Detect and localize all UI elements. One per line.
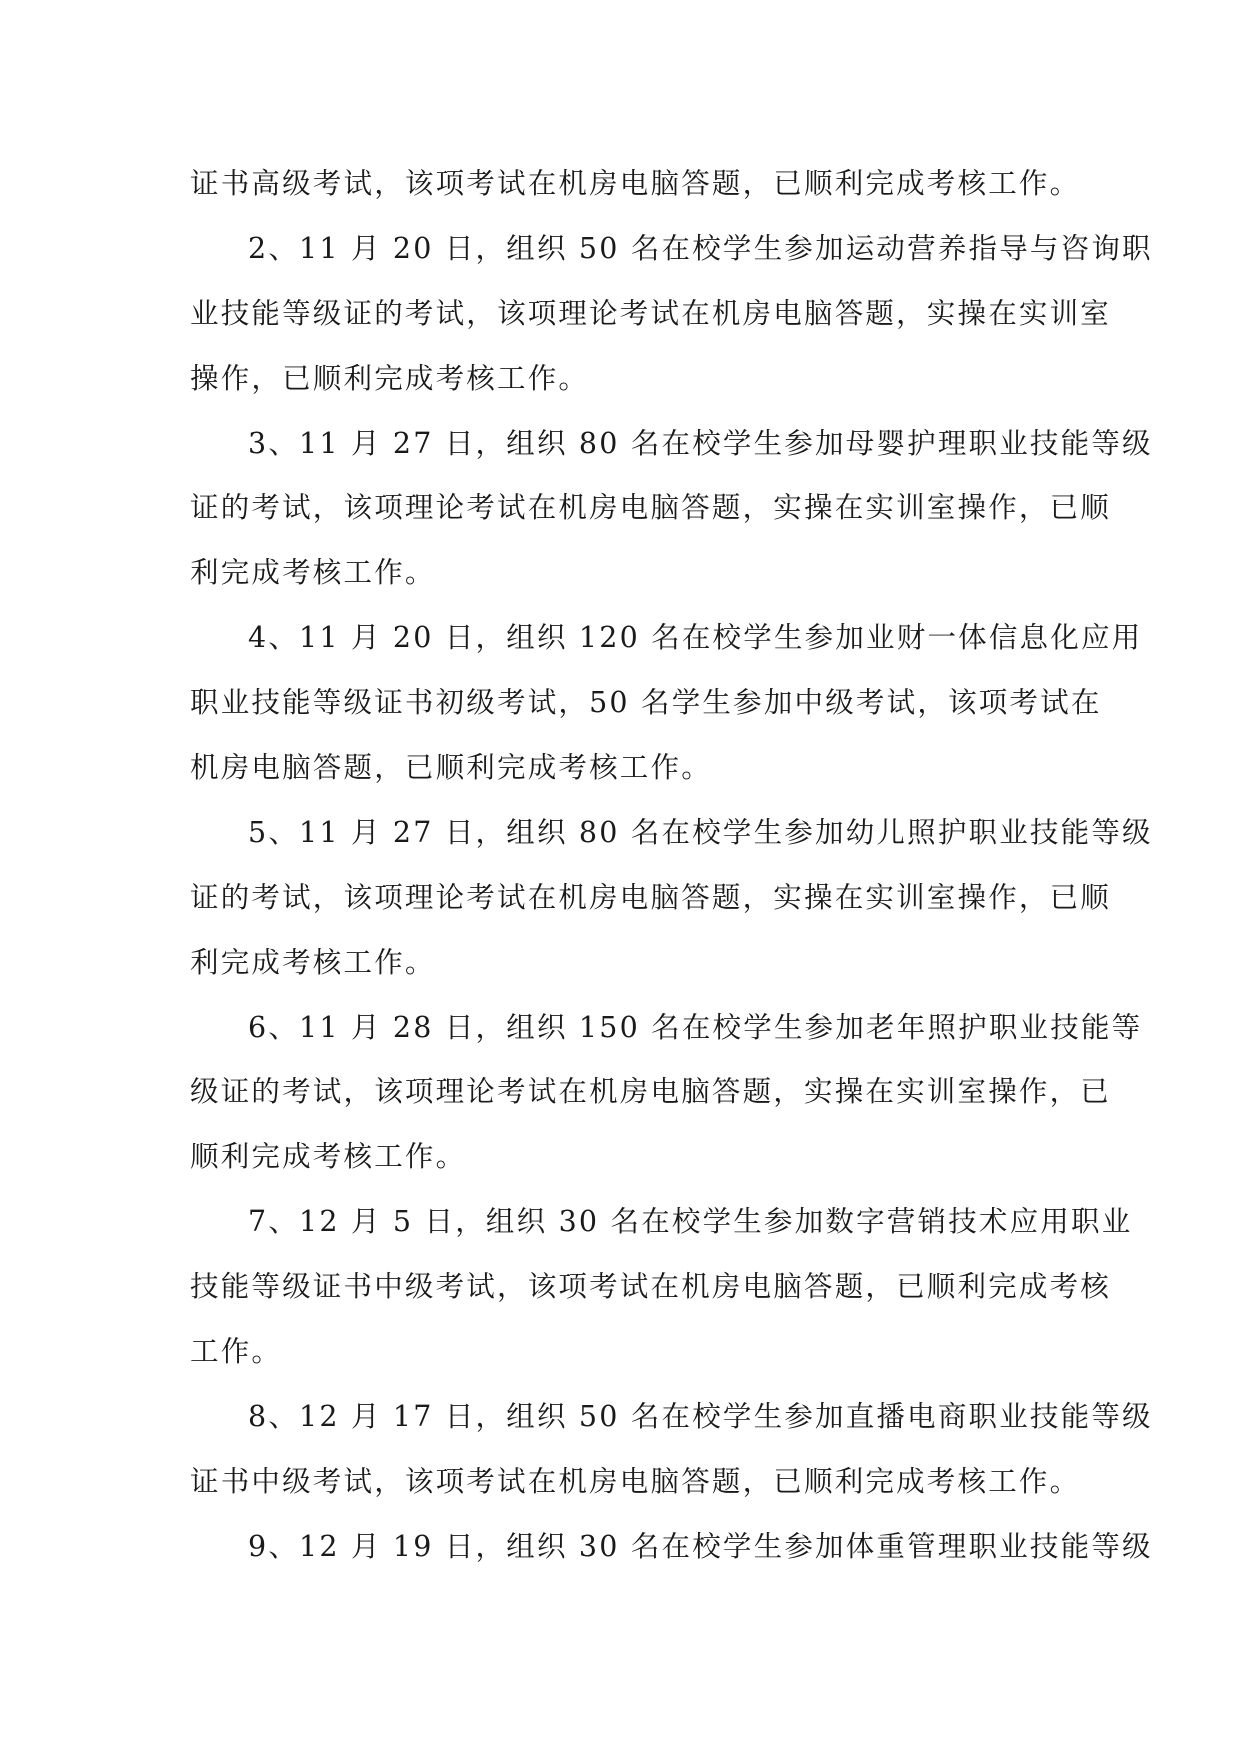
- paragraph-line: 顺利完成考核工作。: [190, 1140, 467, 1174]
- paragraph-line: 利完成考核工作。: [190, 945, 436, 979]
- list-item-9-line: 9、12 月 19 日，组织 30 名在校学生参加体重管理职业技能等级: [248, 1529, 1153, 1563]
- paragraph-line: 职业技能等级证书初级考试，50 名学生参加中级考试，该项考试在: [190, 686, 1102, 720]
- list-item-2-line: 2、11 月 20 日，组织 50 名在校学生参加运动营养指导与咨询职: [248, 231, 1153, 265]
- paragraph-line: 工作。: [190, 1335, 283, 1369]
- paragraph-line: 证书中级考试，该项考试在机房电脑答题，已顺利完成考核工作。: [190, 1464, 1081, 1498]
- list-item-8-line: 8、12 月 17 日，组织 50 名在校学生参加直播电商职业技能等级: [248, 1399, 1153, 1433]
- paragraph-line: 业技能等级证的考试，该项理论考试在机房电脑答题，实操在实训室: [190, 296, 1112, 330]
- paragraph-line: 操作，已顺利完成考核工作。: [190, 361, 590, 395]
- list-item-5-line: 5、11 月 27 日，组织 80 名在校学生参加幼儿照护职业技能等级: [248, 815, 1153, 849]
- paragraph-line: 证的考试，该项理论考试在机房电脑答题，实操在实训室操作，已顺: [190, 880, 1112, 914]
- list-item-3-line: 3、11 月 27 日，组织 80 名在校学生参加母婴护理职业技能等级: [248, 426, 1153, 460]
- paragraph-line: 证的考试，该项理论考试在机房电脑答题，实操在实训室操作，已顺: [190, 491, 1112, 525]
- paragraph-line: 级证的考试，该项理论考试在机房电脑答题，实操在实训室操作，已: [190, 1075, 1112, 1109]
- paragraph-line: 证书高级考试，该项考试在机房电脑答题，已顺利完成考核工作。: [190, 167, 1081, 200]
- paragraph-line: 技能等级证书中级考试，该项考试在机房电脑答题，已顺利完成考核: [190, 1270, 1112, 1304]
- list-item-6-line: 6、11 月 28 日，组织 150 名在校学生参加老年照护职业技能等: [248, 1010, 1143, 1044]
- document-body: [190, 152, 1153, 1580]
- paragraph-line: 利完成考核工作。: [190, 556, 436, 590]
- paragraph-line: 机房电脑答题，已顺利完成考核工作。: [190, 751, 712, 785]
- list-item-7-line: 7、12 月 5 日，组织 30 名在校学生参加数字营销技术应用职业: [248, 1205, 1133, 1239]
- list-item-4-line: 4、11 月 20 日，组织 120 名在校学生参加业财一体信息化应用: [248, 621, 1143, 655]
